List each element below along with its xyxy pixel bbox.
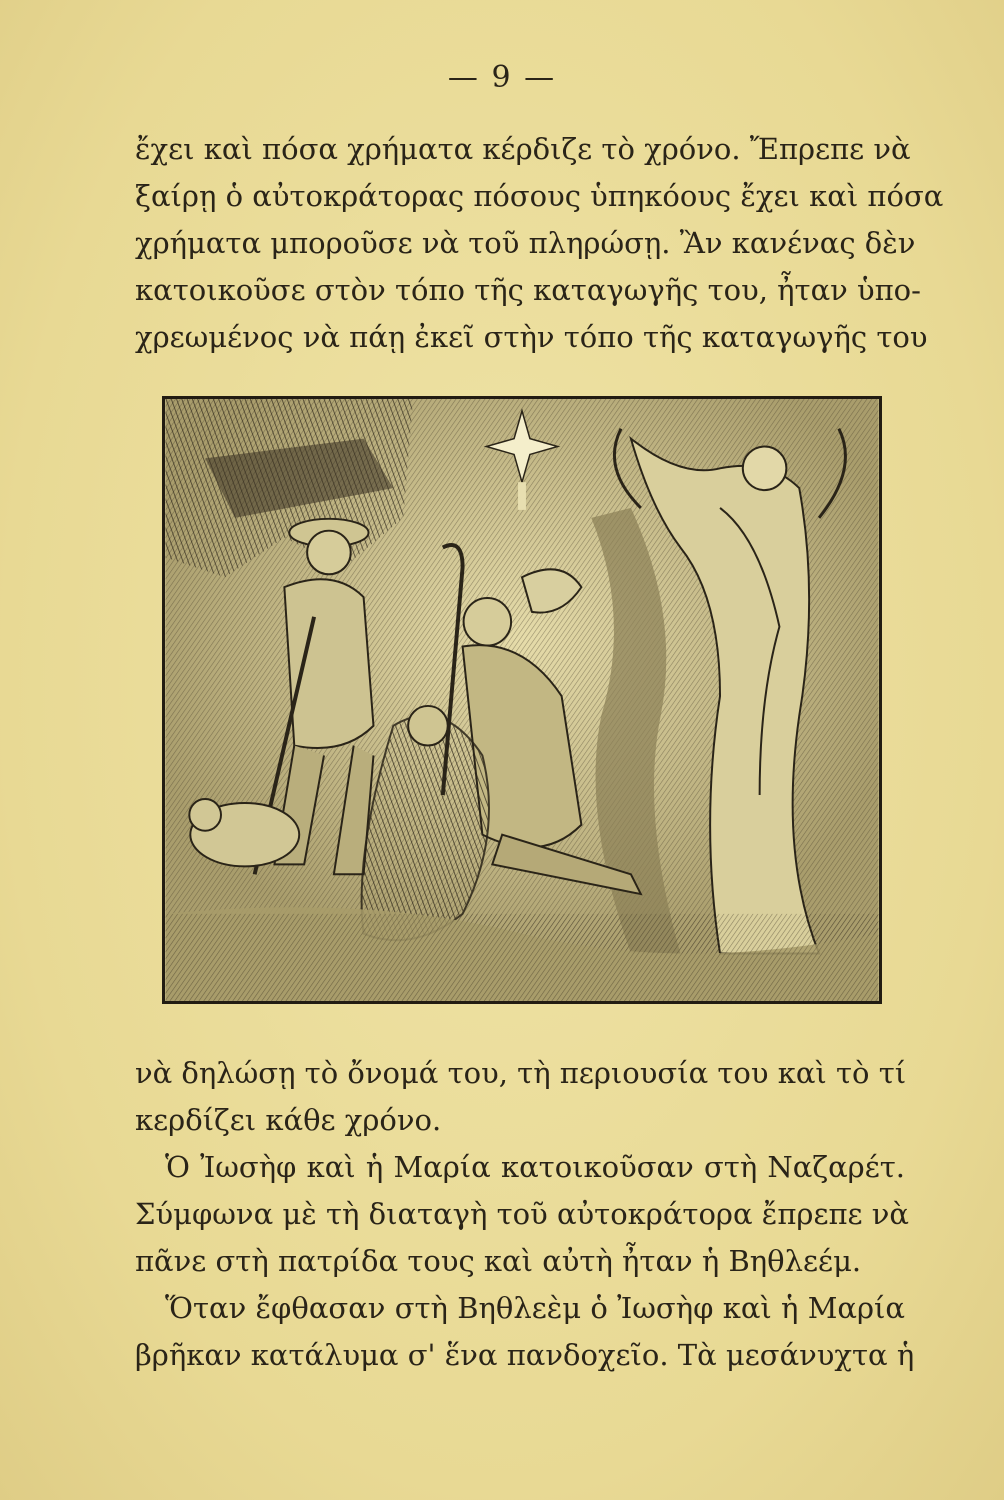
page-number: — 9 — bbox=[447, 60, 557, 95]
engraving-illustration bbox=[162, 396, 882, 1004]
text-line: ἔχει καὶ πόσα χρήματα κέρδιζε τὸ χρόνο. Ἔπρεπε νὰ bbox=[135, 132, 911, 166]
text-line: χρεωμένος νὰ πάῃ ἐκεῖ στὴν τόπο τῆς καταγωγῆς του bbox=[135, 320, 928, 354]
text-line: ξαίρῃ ὁ αὐτοκράτορας πόσους ὑπηκόους ἔχει καὶ πόσα bbox=[135, 179, 944, 213]
text-line: κατοικοῦσε στὸν τόπο τῆς καταγωγῆς του, ἦταν ὑπο- bbox=[135, 273, 921, 307]
text-line: νὰ δηλώσῃ τὸ ὄνομά του, τὴ περιουσία του καὶ τὸ τί bbox=[135, 1056, 907, 1090]
text-line: Ὅταν ἔφθασαν στὴ Βηθλεὲμ ὁ Ἰωσὴφ καὶ ἡ Μαρία bbox=[165, 1291, 905, 1325]
text-line: Ὁ Ἰωσὴφ καὶ ἡ Μαρία κατοικοῦσαν στὴ Ναζαρέτ. bbox=[165, 1150, 905, 1184]
text-line: βρῆκαν κατάλυμα σ' ἕνα πανδοχεῖο. Τὰ μεσάνυχτα ἡ bbox=[135, 1338, 915, 1372]
shepherds-angel-engraving bbox=[165, 399, 879, 1001]
text-line: κερδίζει κάθε χρόνο. bbox=[135, 1103, 442, 1137]
text-line: χρήματα μποροῦσε νὰ τοῦ πληρώσῃ. Ἂν κανένας δὲν bbox=[135, 226, 916, 260]
text-line: Σύμφωνα μὲ τὴ διαταγὴ τοῦ αὐτοκράτορα ἔπρεπε νὰ bbox=[135, 1197, 909, 1231]
bottom-paragraphs bbox=[135, 1050, 915, 1379]
text-line: πᾶνε στὴ πατρίδα τους καὶ αὐτὴ ἦταν ἡ Βηθλεέμ. bbox=[135, 1244, 862, 1278]
top-paragraph bbox=[135, 126, 944, 361]
